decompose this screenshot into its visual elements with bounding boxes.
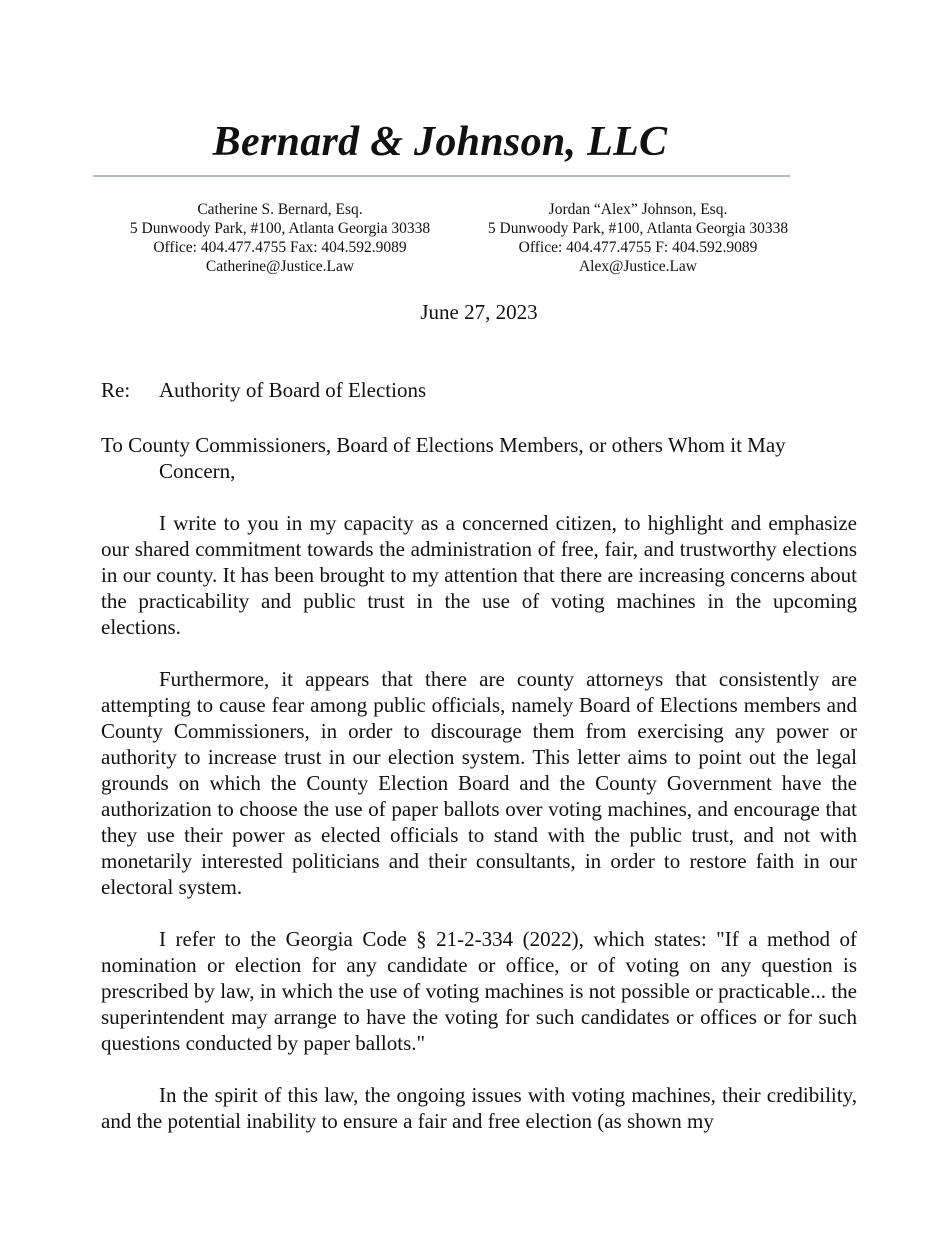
subject-line — [101, 378, 426, 403]
letter-body — [101, 432, 857, 1160]
letterhead-divider — [93, 175, 790, 177]
attorney-email: Alex@Justice.Law — [578, 258, 697, 275]
attorney-phone: Office: 404.477.4755 Fax: 404.592.9089 — [153, 239, 407, 256]
subject-text: Authority of Board of Elections — [159, 378, 427, 402]
attorney-phone: Office: 404.477.4755 F: 404.592.9089 — [518, 239, 758, 256]
salutation: To County Commissioners, Board of Elections Members, or others Whom it May Concern, — [101, 433, 786, 483]
subject-label: Re: — [101, 378, 131, 402]
attorney-name: Jordan “Alex” Johnson, Esq. — [548, 201, 728, 218]
paragraph: I refer to the Georgia Code § 21-2-334 (2022), which states: "If a method of nomination or election for any candidate or office, or of voting on any question is prescribed by law, in which the use of voting machines is not possible or practicable... the superintendent may arrange to have the voting for such candidates or offices or for such questions conducted by paper ballots." — [101, 927, 857, 1055]
attorney-address: 5 Dunwoody Park, #100, Atlanta Georgia 30338 — [129, 220, 431, 237]
attorney-address: 5 Dunwoody Park, #100, Atlanta Georgia 30338 — [487, 220, 789, 237]
attorney-contact-johnson — [458, 200, 818, 276]
firm-name: Bernard & Johnson, LLC — [212, 119, 668, 165]
attorney-name: Catherine S. Bernard, Esq. — [197, 201, 363, 218]
paragraph: Furthermore, it appears that there are county attorneys that consistently are attempting to cause fear among public officials, namely Board of Elections members and County Commissioners, in order to discourage them from exercising any power or authority to increase trust in our election system. This letter aims to point out the legal grounds on which the County Election Board and the County Government have the authorization to choose the use of paper ballots over voting machines, and encourage that they use their power as elected officials to stand with the public trust, and not with monetarily interested politicians and their consultants, in order to restore faith in our electoral system. — [101, 667, 857, 899]
paragraph: In the spirit of this law, the ongoing issues with voting machines, their credibility, and the potential inability to ensure a fair and free election (as shown my — [101, 1083, 857, 1133]
letter-date: June 27, 2023 — [420, 300, 538, 324]
attorney-contact-bernard — [100, 200, 460, 276]
attorney-email: Catherine@Justice.Law — [205, 258, 355, 275]
paragraph: I write to you in my capacity as a concerned citizen, to highlight and emphasize our shared commitment towards the administration of free, fair, and trustworthy elections in our county. It has been brought to my attention that there are increasing concerns about the practicability and public trust in the use of voting machines in the upcoming elections. — [101, 511, 857, 639]
